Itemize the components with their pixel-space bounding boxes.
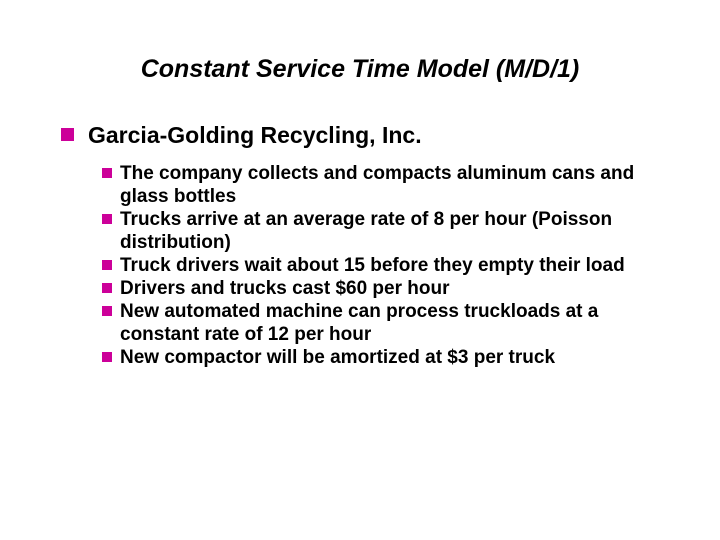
sub-bullet-text: Drivers and trucks cast $60 per hour (120, 278, 450, 299)
sub-bullet-list (100, 162, 713, 369)
bullet-list (61, 118, 701, 369)
square-bullet-icon (102, 306, 112, 316)
sub-bullet (100, 346, 675, 369)
main-bullet-text: Garcia-Golding Recycling, Inc. (88, 122, 422, 148)
square-bullet-icon (61, 128, 74, 141)
sub-bullet-text: New automated machine can process truckloads at a constant rate of 12 per hour (120, 301, 599, 345)
square-bullet-icon (102, 214, 112, 224)
sub-bullet (100, 162, 675, 208)
sub-bullet (100, 300, 675, 346)
square-bullet-icon (102, 352, 112, 362)
sub-bullet (100, 277, 675, 300)
sub-bullet-text: The company collects and compacts aluminum cans and glass bottles (120, 163, 635, 207)
sub-bullet-text: Trucks arrive at an average rate of 8 per hour (Poisson distribution) (120, 209, 613, 253)
square-bullet-icon (102, 283, 112, 293)
sub-bullet (100, 254, 675, 277)
sub-bullet-text: Truck drivers wait about 15 before they empty their load (120, 255, 625, 276)
main-bullet (61, 118, 701, 369)
square-bullet-icon (102, 260, 112, 270)
sub-bullet-text: New compactor will be amortized at $3 per truck (120, 347, 556, 368)
slide-title: Constant Service Time Model (M/D/1) (140, 55, 580, 83)
square-bullet-icon (102, 168, 112, 178)
sub-bullet (100, 208, 675, 254)
